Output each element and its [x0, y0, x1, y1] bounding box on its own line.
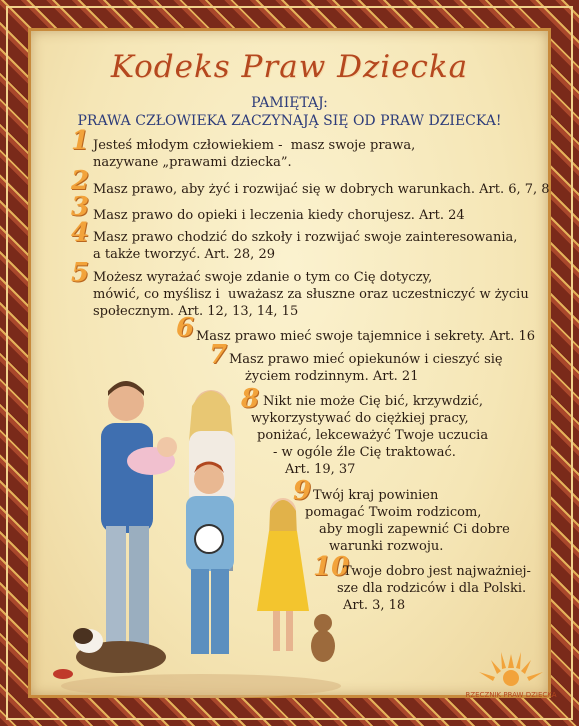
item-number: 8 — [241, 384, 260, 414]
girl-figure — [257, 498, 309, 651]
poster-paper — [28, 28, 557, 699]
item-line: Twój kraj powinien — [313, 488, 439, 503]
item-line: Twoje dobro jest najważniej- — [343, 564, 531, 579]
item-line: wykorzystywać do ciężkiej pracy, — [251, 411, 469, 426]
item-line: nazywane „prawami dziecka”. — [93, 155, 292, 170]
item-line: sze dla rodziców i dla Polski. — [337, 581, 527, 596]
logo-caption: RZECZNIK PRAW DZIECKA — [465, 691, 557, 699]
father-figure — [101, 381, 153, 670]
item-line: życiem rodzinnym. Art. 21 — [245, 369, 419, 384]
item-number: 4 — [71, 218, 90, 248]
item-number: 6 — [176, 313, 195, 343]
item-line: - w ogóle źle Cię traktować. — [273, 445, 456, 460]
sun-icon — [461, 646, 561, 691]
item-number: 2 — [71, 166, 90, 196]
teddy-bear — [311, 614, 335, 662]
item-number: 1 — [71, 126, 90, 156]
item-line: pomagać Twoim rodzicom, — [305, 505, 482, 520]
item-line: Masz prawo do opieki i leczenia kiedy chorujesz. Art. 24 — [93, 208, 465, 223]
item-number: 7 — [209, 340, 228, 370]
item-line: Art. 3, 18 — [343, 598, 406, 613]
item-line: Masz prawo chodzić do szkoły i rozwijać swoje zainteresowania, — [93, 230, 518, 245]
subtitle-slogan: PRAWA CZŁOWIEKA ZACZYNAJĄ SIĘ OD PRAW DZIECKA! — [77, 113, 502, 129]
item-number: 3 — [71, 192, 90, 222]
item-line: Masz prawo, aby żyć i rozwijać się w dobrych warunkach. Art. 6, 7, 8 — [93, 182, 550, 197]
subtitle-remember: PAMIĘTAJ: — [251, 95, 328, 111]
item-line: mówić, co myślisz i uważasz za słuszne oraz uczestniczyć w życiu — [93, 287, 529, 302]
item-line: Jesteś młodym człowiekiem - masz swoje prawa, — [93, 138, 416, 153]
item-number: 5 — [71, 258, 90, 288]
item-line: poniżać, lekceważyć Twoje uczucia — [257, 428, 489, 443]
item-line: warunki rozwoju. — [329, 539, 444, 554]
item-line: Masz prawo mieć swoje tajemnice i sekrety. Art. 16 — [196, 329, 536, 344]
ombudsman-logo — [461, 646, 561, 701]
family-illustration — [51, 361, 351, 701]
dog-bowl — [53, 669, 73, 679]
poster-title: Kodeks Praw Dziecka — [110, 49, 469, 85]
item-line: Możesz wyrażać swoje zdanie o tym co Cię dotyczy, — [93, 270, 433, 285]
item-line: Masz prawo mieć opiekunów i cieszyć się — [229, 352, 503, 367]
item-line: społecznym. Art. 12, 13, 14, 15 — [93, 304, 299, 319]
item-line: a także tworzyć. Art. 28, 29 — [93, 247, 275, 262]
item-line: Nikt nie może Cię bić, krzywdzić, — [263, 394, 484, 409]
item-number: 10 — [313, 552, 350, 582]
item-line: aby mogli zapewnić Ci dobre — [319, 522, 510, 537]
item-number: 9 — [293, 476, 312, 506]
item-line: Art. 19, 37 — [285, 462, 356, 477]
